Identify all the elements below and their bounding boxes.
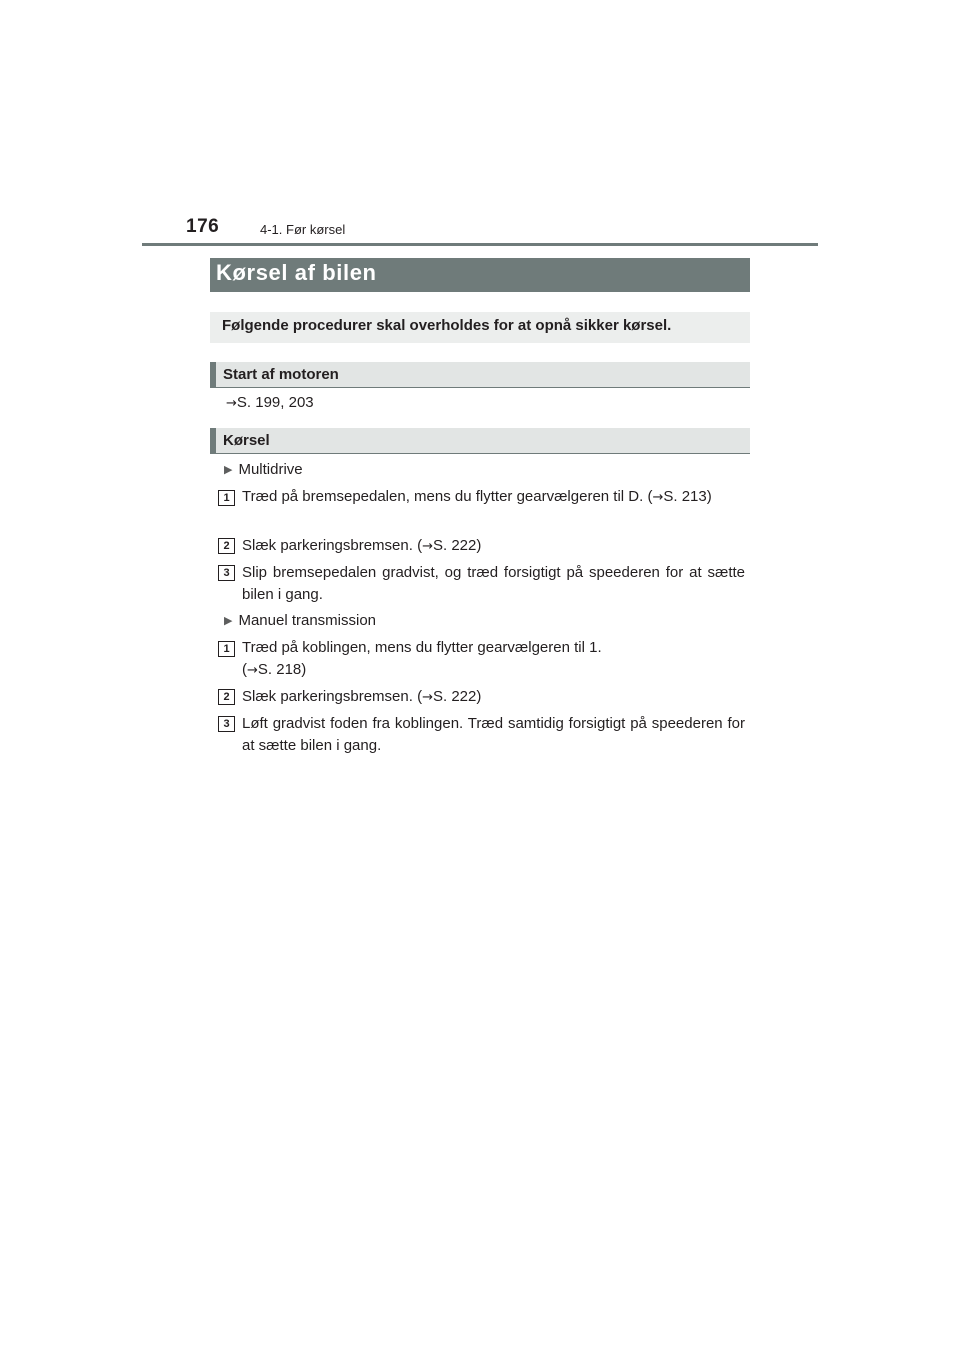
step-number-badge: 2 (218, 538, 235, 554)
variant-label: Multidrive (238, 461, 303, 478)
section-reference: 4-1. Før kørsel (260, 222, 346, 237)
triangle-bullet-icon: ▶ (224, 615, 233, 627)
arrow-icon: → (226, 396, 237, 411)
intro-box: Følgende procedurer skal overholdes for at opnå sikker kørsel. (210, 312, 750, 343)
start-engine-reference[interactable] (226, 394, 314, 411)
step-text-paren: ( (242, 661, 247, 678)
step-number-badge: 1 (218, 490, 235, 506)
header-rule (142, 243, 818, 246)
step-text (242, 486, 745, 509)
step-text: Slip bremsepedalen gradvist, og træd forsigtigt på speederen for at sætte bilen i gang. (242, 564, 745, 603)
arrow-icon: → (422, 690, 433, 705)
variant-label: Manuel transmission (238, 612, 377, 629)
triangle-bullet-icon: ▶ (224, 464, 233, 476)
step-text-main: Slæk parkeringsbremsen. ( (242, 537, 423, 554)
step-text-main: Træd på koblingen, mens du flytter gearvælgeren til 1. (242, 639, 602, 656)
step-number-badge: 3 (218, 716, 235, 732)
step-text-main: Træd på bremsepedalen, mens du flytter gearvælgeren til D. ( (242, 488, 653, 505)
step-number-badge: 2 (218, 689, 235, 705)
step-text-main: Slæk parkeringsbremsen. ( (242, 688, 423, 705)
arrow-icon: → (652, 490, 664, 505)
step-text (242, 535, 745, 558)
step-text: Løft gradvist foden fra koblingen. Træd samtidig forsigtigt på speederen for at sætte bilen i gang. (242, 715, 745, 754)
step-text (242, 637, 745, 682)
step-text (242, 686, 745, 709)
page-reference: S. 213) (663, 488, 712, 505)
arrow-icon: → (422, 539, 433, 554)
page-reference: S. 222) (432, 537, 482, 554)
step-number-badge: 3 (218, 565, 235, 581)
step-number-badge: 1 (218, 641, 235, 657)
arrow-icon: → (247, 663, 258, 678)
variant-multidrive (224, 461, 303, 478)
page-title: Kørsel af bilen (210, 258, 750, 292)
subheading-start-engine: Start af motoren (210, 362, 750, 388)
page-number: 176 (186, 216, 220, 237)
variant-manual (224, 612, 376, 629)
subheading-driving: Kørsel (210, 428, 750, 454)
page-reference: S. 218) (257, 661, 307, 678)
page-reference: S. 222) (432, 688, 482, 705)
page-reference: S. 199, 203 (236, 394, 314, 411)
